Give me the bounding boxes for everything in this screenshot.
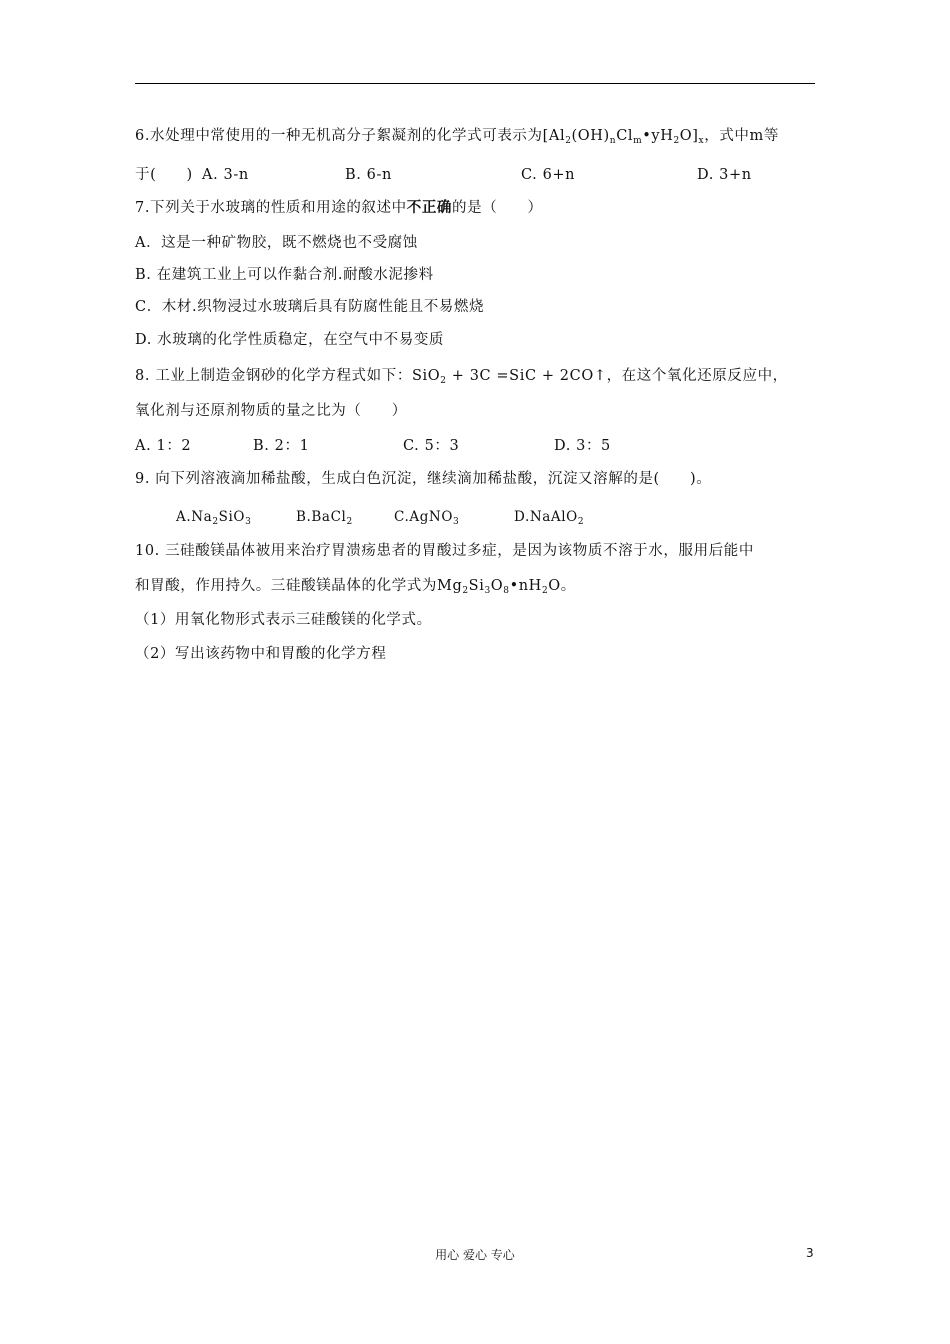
q6-stem-line1: 6.水处理中常使用的一种无机高分子絮凝剂的化学式可表示为$[Al_2(OH)_nCl_m•yH_2O]_x$，式中m等 [135, 128, 779, 146]
q7-option-b: B. 在建筑工业上可以作黏合剂.耐酸水泥掺料 [135, 267, 434, 283]
q8-option-d: D. 3：5 [554, 438, 611, 454]
q6-option-a: A. 3-n [202, 167, 249, 183]
q8-option-b: B. 2：1 [253, 438, 310, 454]
q10-subquestion-1: （1）用氧化物形式表示三硅酸镁的化学式。 [135, 612, 432, 628]
q9-option-b: B.BaCl$_2$ [296, 509, 353, 527]
page-footer: 用心 爱心 专心 [435, 1248, 515, 1262]
q7-option-c: C．木材.织物浸过水玻璃后具有防腐性能且不易燃烧 [135, 299, 485, 315]
q6-option-c: C. 6+n [521, 167, 576, 183]
q10-subquestion-2: （2）写出该药物中和胃酸的化学方程 [135, 646, 387, 662]
q9-option-d: D.NaAlO$_2$ [514, 509, 585, 527]
q9-option-a: $A.Na_2SiO_3$ [176, 509, 252, 527]
q9-stem: 9. 向下列溶液滴加稀盐酸，生成白色沉淀，继续滴加稀盐酸，沉淀又溶解的是( )。 [135, 471, 712, 487]
q8-stem-line1: 8. 工业上制造金钢砂的化学方程式如下：SiO$_2$ + 3C =SiC + 2CO↑，在这个氧化还原反应中， [135, 368, 788, 386]
page-number: 3 [806, 1246, 814, 1260]
q10-stem-line1: 10. 三硅酸镁晶体被用来治疗胃溃疡患者的胃酸过多症，是因为该物质不溶于水，服用后能中 [135, 543, 754, 559]
q7-stem: 7.下列关于水玻璃的性质和用途的叙述中不正确的是（ ） [135, 200, 543, 216]
q8-option-c: C. 5：3 [403, 438, 460, 454]
q7-option-d: D. 水玻璃的化学性质稳定，在空气中不易变质 [135, 332, 445, 348]
q8-stem-line2: 氧化剂与还原剂物质的量之比为（ ） [135, 403, 407, 419]
q6-option-b: B. 6-n [345, 167, 392, 183]
q6-stem-line2: 于( ) [135, 167, 193, 183]
q8-option-a: A. 1：2 [135, 438, 192, 454]
header-rule [135, 83, 815, 84]
q10-stem-line2: 和胃酸，作用持久。三硅酸镁晶体的化学式为$Mg_2Si_3O_8•nH_2O$。 [135, 578, 576, 596]
q9-option-c: C.AgNO$_3$ [394, 509, 460, 527]
q7-option-a: A．这是一种矿物胶，既不燃烧也不受腐蚀 [135, 235, 418, 251]
q6-option-d: D. 3+n [697, 167, 752, 183]
